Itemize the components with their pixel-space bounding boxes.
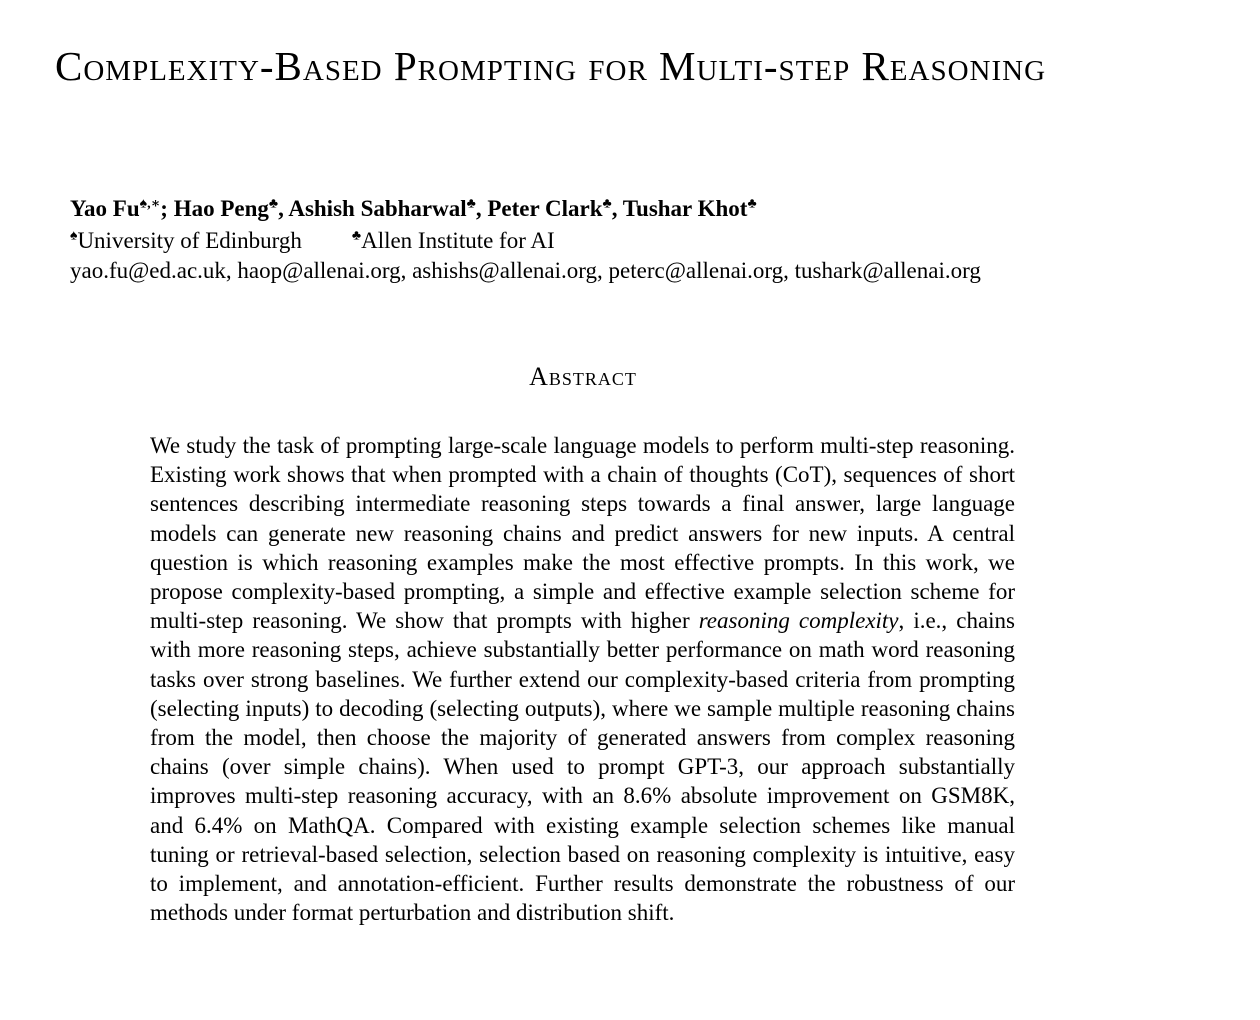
separator: ; [160, 196, 174, 221]
author-list [70, 194, 1190, 224]
affiliation-mark: ♣ [466, 196, 476, 212]
affiliation-mark: ♣ [268, 196, 279, 212]
affiliation-name: University of Edinburgh [77, 228, 302, 253]
author-name: Ashish Sabharwal [288, 196, 467, 221]
separator: , [278, 196, 289, 221]
abstract-text: , i.e., chains with more reasoning steps, achieve substantially better performance on math word reasoning tasks over strong baselines. We further extend our complexity-based criteria from prompting (selecting inputs) to decoding (selecting outputs), where we sample multiple reasoning chains from the model, then choose the majority of generated answers from complex reasoning chains (over simple chains). When used to prompt GPT-3, our approach substantially improves multi-step reasoning accuracy, with an 8.6% absolute improvement on GSM8K, and 6.4% on MathQA. Compared with existing example selection schemes like manual tuning or retrieval-based selection, selection based on reasoning complexity is intuitive, easy to implement, and annotation-efficient. Further results demonstrate the robustness of our methods under format perturbation and distribution shift. [150, 608, 1015, 926]
separator: , [611, 196, 623, 221]
spade-icon: ♠ [70, 228, 78, 244]
author-name: Hao Peng [173, 196, 269, 221]
author-name: Yao Fu [70, 196, 140, 221]
club-icon: ♣ [351, 228, 362, 244]
author-name: Peter Clark [487, 196, 603, 221]
abstract-body [150, 431, 1015, 927]
author-emails: yao.fu@ed.ac.uk, haop@allenai.org, ashishs@allenai.org, peterc@allenai.org, tushark@allenai.org [70, 258, 981, 283]
separator: , [475, 196, 488, 221]
paper-title: Complexity-Based Prompting for Multi-step Reasoning [55, 43, 1047, 89]
abstract-text: We study the task of prompting large-scale language models to perform multi-step reasoning. Existing work shows that when prompted with a chain of thoughts (CoT), sequences of short sentences describing intermediate reasoning steps towards a final answer, large language models can generate new reasoning chains and predict answers for new inputs. A central question is which reasoning examples make the most effective prompts. In this work, we propose complexity-based prompting, a simple and effective example selection scheme for multi-step reasoning. We show that prompts with higher [150, 433, 1015, 634]
affiliation-mark: ♠,∗ [139, 196, 161, 212]
affiliation-list [70, 226, 1190, 256]
affiliation-name: Allen Institute for AI [361, 228, 555, 253]
author-name: Tushar Khot [622, 196, 748, 221]
abstract-heading: Abstract [529, 362, 637, 391]
abstract-emphasis: reasoning complexity [698, 608, 899, 634]
affiliation-mark: ♣ [747, 196, 757, 212]
affiliation-mark: ♣ [602, 196, 612, 212]
